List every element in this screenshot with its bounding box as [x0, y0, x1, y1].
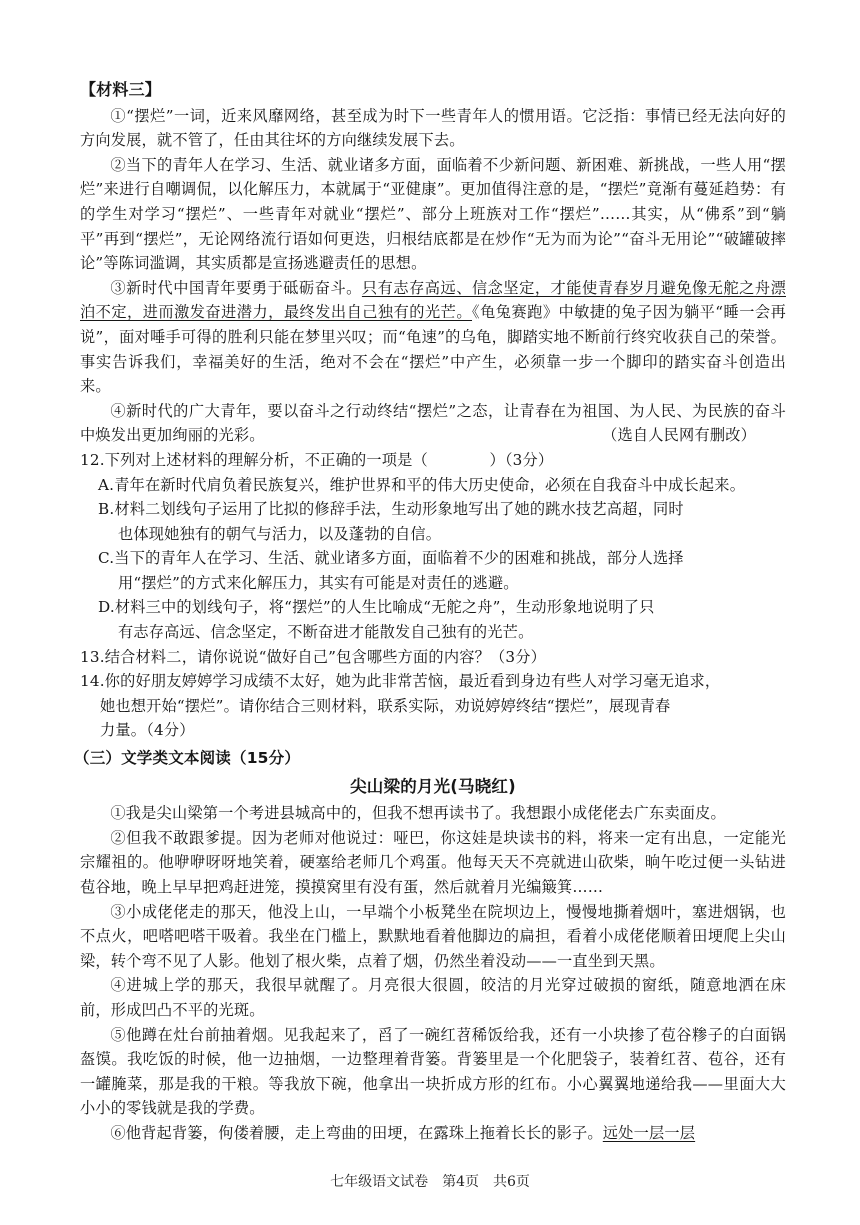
question-14-line-2: 她也想开始“摆烂”。请你结合三则材料，联系实际，劝说婷婷终结“摆烂”，展现青春: [100, 696, 671, 715]
question-12-stem: 12.下列对上述材料的理解分析，不正确的一项是（ ）（3分）: [80, 450, 554, 469]
option-c-line-1: C.当下的青年人在学习、生活、就业诸多方面，面临着不少的困难和挑战，部分人选择: [98, 549, 684, 568]
material-three-paragraph-4: [80, 399, 786, 448]
page-footer: 七年级语文试卷 第4页 共6页: [330, 1174, 530, 1190]
question-14: [80, 669, 786, 743]
question-12-option-b: [98, 497, 786, 546]
question-12-option-d: [98, 595, 786, 644]
story-title: 尖山梁的月光(马晓红): [350, 776, 516, 796]
question-13: 13.结合材料二，请你说说“做好自己”包含哪些方面的内容？（3分）: [80, 647, 547, 666]
story-paragraph-1: ①我是尖山梁第一个考进县城高中的，但我不想再读书了。我想跟小成佬佬去广东卖面皮。: [110, 804, 726, 823]
option-d-line-2: 有志存高远、信念坚定，不断奋进才能散发自己独有的光芒。: [118, 623, 534, 642]
paragraph-4-text: ④新时代的广大青年，要以奋斗之行动终结“摆烂”之态，让青春在为祖国、为人民、为民族的奋斗中焕发出更加绚丽的光彩。: [80, 401, 786, 445]
story-paragraph-5: ⑤他蹲在灶台前抽着烟。见我起来了，舀了一碗红苕稀饭给我，还有一小块掺了苞谷糁子的白面锅盔馍。我吃饭的时候，他一边抽烟，一边整理着背篓。背篓里是一个化肥袋子，装着红苕、苞谷，还有一罐腌菜，那是我的干粮。等我放下碗，他拿出一块折成方形的红布。小心翼翼地递给我——里面大大小小的零钱就是我的学费。: [80, 1025, 786, 1118]
paragraph-6-underlined: 远处一层一层: [602, 1123, 696, 1142]
story-paragraph-4: ④进城上学的那天，我很早就醒了。月亮很大很圆，皎洁的月光穿过破损的窗纸，随意地洒在床前，形成凹凸不平的光斑。: [80, 976, 786, 1019]
material-three-paragraph-2: ②当下的青年人在学习、生活、就业诸多方面，面临着不少新问题、新困难、新挑战，一些人用“摆烂”来进行自嘲调侃，以化解压力，本就属于“亚健康”。更加值得注意的是，“摆烂”竟渐有蔓延趋势：有的学生对学习“摆烂”、一些青年对就业“摆烂”、部分上班族对工作“摆烂”……其实，从“佛系”到“躺平”再到“摆烂”，无论网络流行语如何更迭，归根结底都是在炒作“无为而为论”“奋斗无用论”“破罐破摔论”等陈词滥调，其实质都是宣扬逃避责任的思想。: [80, 155, 786, 273]
question-14-line-1: 14.你的好朋友婷婷学习成绩不太好，她为此非常苦恼，最近看到身边有些人对学习毫无追求，: [80, 672, 721, 691]
paragraph-3-rest: 《龟兔赛跑》中敏捷的兔子因为躺平“睡一会再说”，面对唾手可得的胜利只能在梦里兴叹；而“龟速”的乌龟，脚踏实地不断前行终究收获自己的荣誉。事实告诉我们，幸福美好的生活，绝对不会在“摆烂”中产生，必须靠一步一个脚印的踏实奋斗创造出来。: [80, 303, 786, 396]
story-paragraph-2: ②但我不敢跟爹提。因为老师对他说过：哑巴，你这娃是块读书的料，将来一定有出息，一定能光宗耀祖的。他咿咿呀呀地笑着，硬塞给老师几个鸡蛋。他每天天不亮就进山砍柴，晌午吃过便一头钻进苞谷地，晚上早早把鸡赶进笼，摸摸窝里有没有蛋，然后就着月光编簸箕……: [80, 828, 786, 896]
paragraph-3-lead: ③新时代中国青年要勇于砥砺奋斗。: [110, 278, 362, 297]
underlined-sentence: 只有志存高远、信念坚定，才能使青春岁月避免像无舵之舟漂泊不定，进而激发奋进潜力，最终发出自己独有的光芒。: [80, 278, 786, 322]
story-paragraph-6: [80, 1121, 786, 1146]
option-b-line-2: 也体现她独有的朝气与活力，以及蓬勃的自信。: [118, 524, 442, 543]
question-12-option-a: A.青年在新时代肩负着民族复兴，维护世界和平的伟大历史使命，必须在自我奋斗中成长起来。: [98, 475, 746, 494]
story-paragraph-3: ③小成佬佬走的那天，他没上山，一早端个小板凳坐在院坝边上，慢慢地撕着烟叶，塞进烟锅，也不点火，吧嗒吧嗒干吸着。我坐在门槛上，默默地看着他脚边的扁担，看着小成佬佬顺着田埂爬上尖山梁，转个弯不见了人影。他划了根火柴，点着了烟，仍然坐着没动——一直坐到天黑。: [80, 902, 786, 970]
source-note: （选自人民网有删改）: [602, 426, 756, 445]
option-c-line-2: 用“摆烂”的方式来化解压力，其实有可能是对责任的逃避。: [118, 573, 519, 592]
paragraph-6-text: ⑥他背起背篓，佝偻着腰，走上弯曲的田埂，在露珠上拖着长长的影子。: [110, 1123, 603, 1142]
material-three-paragraph-3: [80, 276, 786, 399]
question-12-option-c: [98, 546, 786, 595]
material-three-heading: 【材料三】: [80, 80, 162, 99]
option-b-line-1: B.材料二划线句子运用了比拟的修辞手法，生动形象地写出了她的跳水技艺高超，同时: [98, 500, 684, 519]
material-three-paragraph-1: ①“摆烂”一词，近来风靡网络，甚至成为时下一些青年人的惯用语。它泛指：事情已经无法向好的方向发展，就不管了，任由其往坏的方向继续发展下去。: [80, 106, 786, 150]
question-14-line-3: 力量。（4分）: [100, 721, 195, 740]
option-d-line-1: D.材料三中的划线句子，将“摆烂”的人生比喻成“无舵之舟”，生动形象地说明了只: [98, 598, 655, 617]
section-three-heading: （三）文学类文本阅读（15分）: [74, 749, 301, 768]
